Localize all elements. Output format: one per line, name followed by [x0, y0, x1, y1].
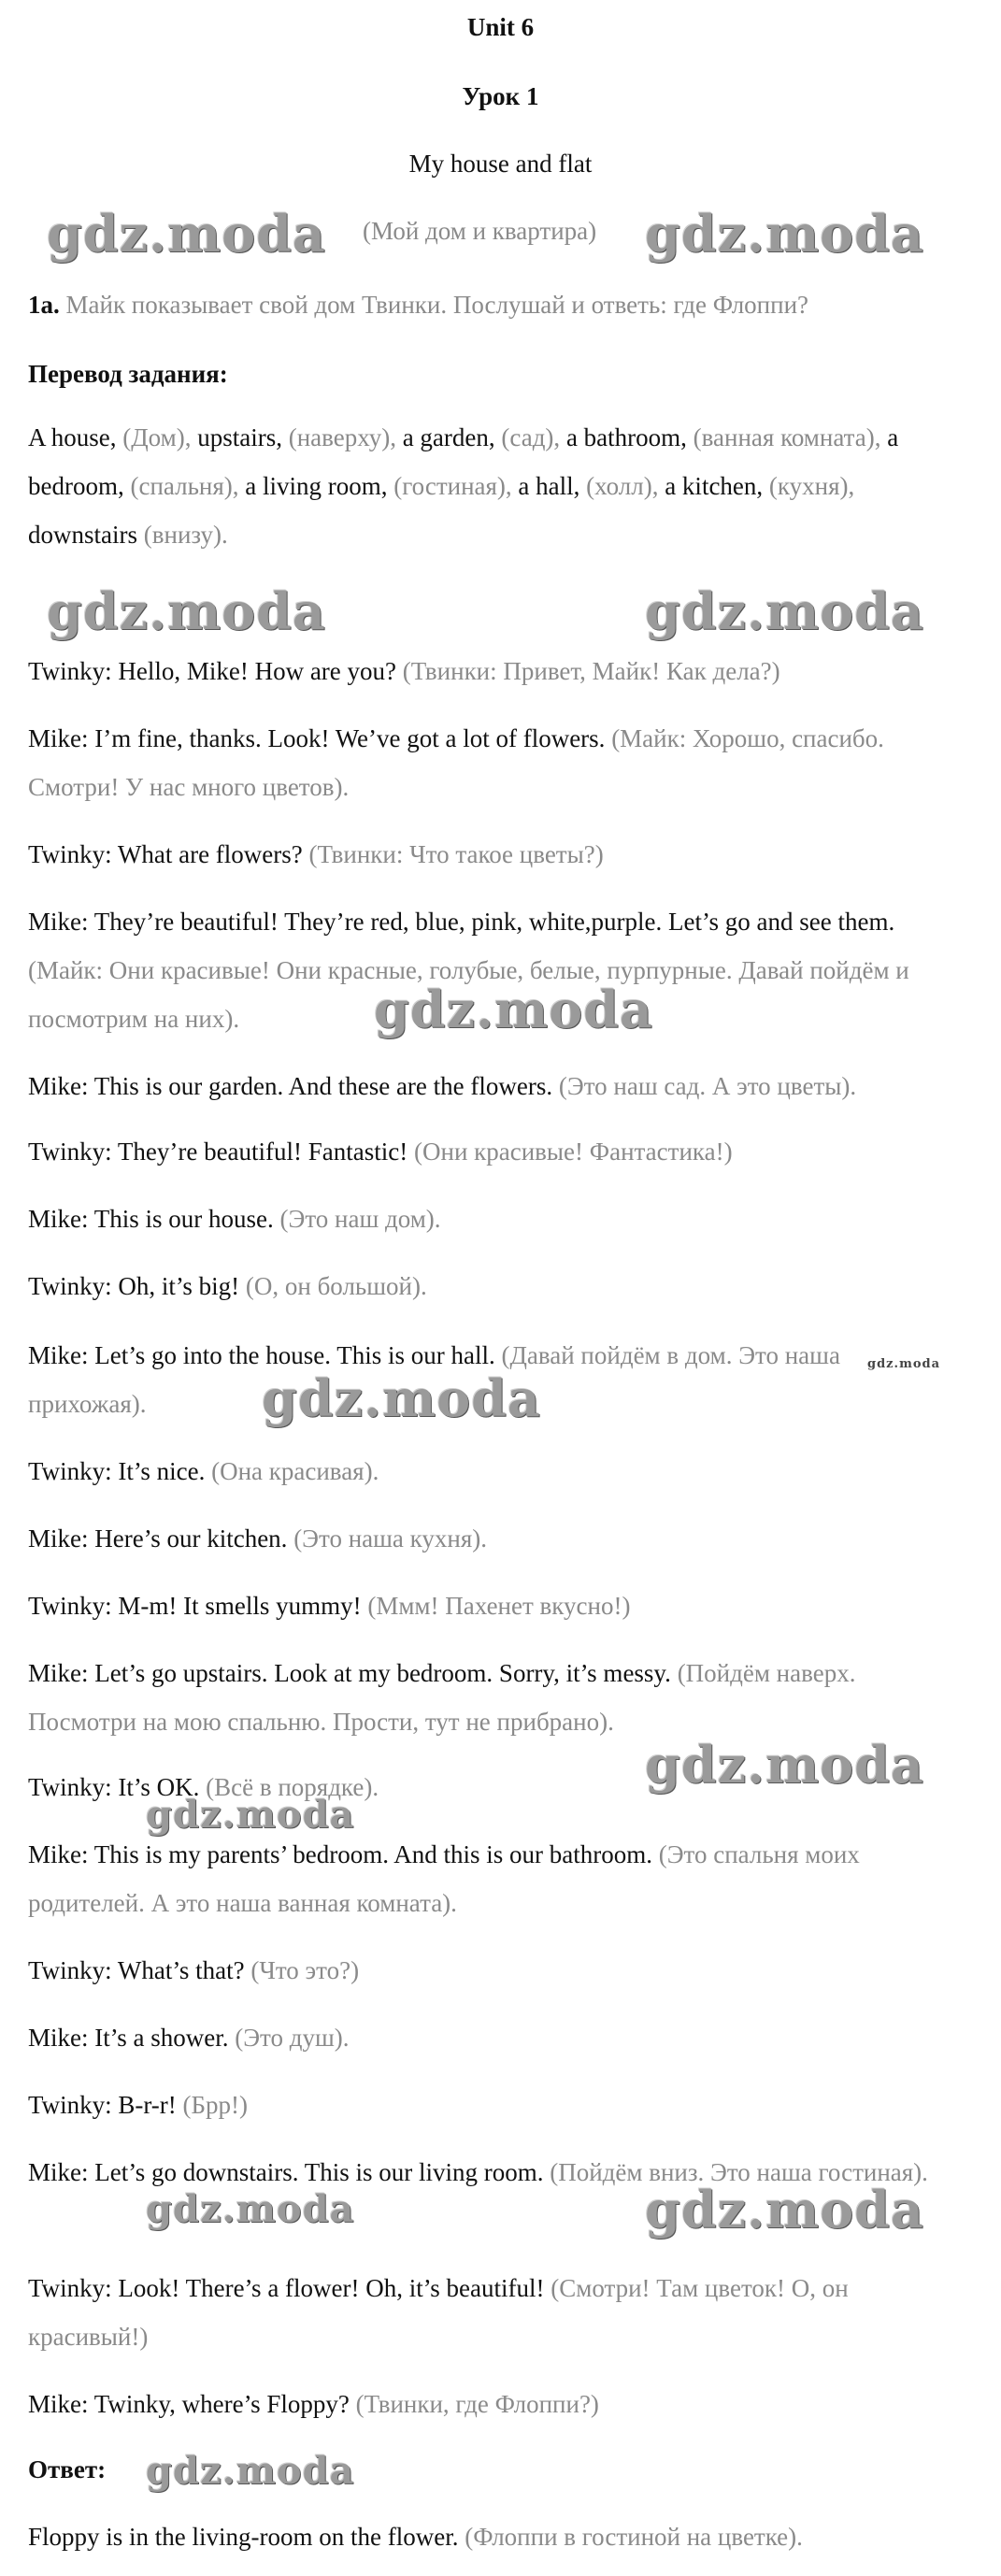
watermark: gdz.moda — [47, 204, 326, 264]
watermark: gdz.moda — [645, 1735, 924, 1795]
line-en: Mike: This is our house. — [28, 1205, 274, 1233]
line-ru: (Твинки: Привет, Майк! Как дела?) — [402, 657, 780, 685]
answer-label: Ответ: — [28, 2455, 107, 2483]
line-en: Twinky: It’s nice. — [28, 1457, 206, 1485]
vocab-en: a hall, — [518, 472, 580, 500]
vocab-en: a bedroom, — [28, 423, 899, 500]
vocab-ru: (Дом), — [122, 423, 192, 451]
watermark: gdz.moda — [47, 581, 326, 641]
answer-en: Floppy is in the living-room on the flower. — [28, 2523, 459, 2551]
dialogue-line — [28, 1581, 953, 1630]
watermark: gdz.moda — [645, 204, 924, 264]
dialogue-line — [28, 647, 953, 695]
line-ru: (Пойдём вниз. Это наша гостиная). — [550, 2158, 928, 2186]
dialogue-line — [28, 1262, 953, 1310]
dialogue-line — [28, 1447, 953, 1496]
line-en: Mike: Let’s go into the house. This is our hall. — [28, 1341, 495, 1369]
line-ru: (Всё в порядке). — [206, 1773, 379, 1801]
line-en: Twinky: Hello, Mike! How are you? — [28, 657, 397, 685]
line-ru: (Брр!) — [182, 2091, 249, 2119]
dialogue-line — [28, 2264, 953, 2361]
line-en: Twinky: Oh, it’s big! — [28, 1272, 240, 1300]
line-ru: (Это наш дом). — [279, 1205, 441, 1233]
watermark: gdz.moda — [146, 2449, 355, 2493]
answer-text — [28, 2512, 953, 2561]
dialogue-line — [28, 2380, 953, 2428]
line-en: Twinky: What are flowers? — [28, 840, 303, 868]
dialogue-line — [28, 1649, 953, 1746]
line-en: Twinky: B-r-r! — [28, 2091, 177, 2119]
line-ru: (Майк: Хорошо, спасибо. Смотри! У нас много цветов). — [28, 724, 884, 801]
vocab-ru: (ванная комната), — [693, 423, 881, 451]
dialogue-line — [28, 1830, 953, 1927]
line-en: Mike: This is my parents’ bedroom. And this is our bathroom. — [28, 1840, 652, 1868]
watermark: gdz.moda — [146, 1793, 355, 1837]
dialogue-line — [28, 1062, 953, 1110]
task-instruction — [28, 280, 953, 329]
dialogue-line — [28, 1195, 953, 1243]
line-en: Twinky: It’s OK. — [28, 1773, 200, 1801]
line-en: Mike: I’m fine, thanks. Look! We’ve got a lot of flowers. — [28, 724, 606, 752]
line-en: Mike: Let’s go downstairs. This is our living room. — [28, 2158, 544, 2186]
watermark-small: gdz.moda — [867, 1357, 941, 1371]
watermark: gdz.moda — [374, 980, 653, 1039]
vocab-ru: (холл), — [586, 472, 659, 500]
line-ru: (Давай пойдём в дом. Это наша прихожая). — [28, 1341, 840, 1418]
line-ru: (Это душ). — [235, 2024, 350, 2052]
watermark: gdz.moda — [645, 2180, 924, 2240]
lesson-heading: Урок 1 — [462, 82, 539, 110]
dialogue-line — [28, 1514, 953, 1563]
line-ru: (Это спальня моих родителей. А это наша ванная комната). — [28, 1840, 860, 1917]
line-en: Mike: Here’s our kitchen. — [28, 1524, 288, 1553]
dialogue-line — [28, 2081, 953, 2129]
line-ru: (Твинки: Что такое цветы?) — [308, 840, 604, 868]
line-ru: (Она красивая). — [211, 1457, 379, 1485]
line-ru: (Твинки, где Флоппи?) — [355, 2390, 599, 2418]
vocab-en: downstairs — [28, 521, 137, 549]
vocab-ru: (спальня), — [130, 472, 239, 500]
line-en: Twinky: They’re beautiful! Fantastic! — [28, 1138, 408, 1166]
line-en: Mike: It’s a shower. — [28, 2024, 229, 2052]
line-ru: (О, он большой). — [245, 1272, 427, 1300]
line-ru: (Это наша кухня). — [293, 1524, 487, 1553]
vocab-ru: (гостиная), — [393, 472, 512, 500]
line-en: Mike: Twinky, where’s Floppy? — [28, 2390, 350, 2418]
line-ru: (Что это?) — [250, 1956, 360, 1984]
lesson-title: My house and flat — [408, 150, 593, 178]
lesson-title-translation: (Мой дом и квартира) — [363, 217, 597, 245]
vocab-en: a bathroom, — [565, 423, 687, 451]
vocab-en: upstairs, — [197, 423, 282, 451]
line-en: Mike: This is our garden. And these are the flowers. — [28, 1072, 553, 1100]
line-ru: (Пойдём наверх. Посмотри на мою спальню. Прости, тут не прибрано). — [28, 1659, 856, 1736]
line-en: Mike: They’re beautiful! They’re red, blue, pink, white,purple. Let’s go and see them. — [28, 908, 895, 936]
unit-heading: Unit 6 — [466, 13, 535, 41]
vocab-en: A house, — [28, 423, 117, 451]
task-number: 1a. — [28, 291, 60, 319]
watermark: gdz.moda — [262, 1368, 541, 1428]
line-ru: (Они красивые! Фантастика!) — [414, 1138, 733, 1166]
line-ru: (Смотри! Там цветок! О, он красивый!) — [28, 2274, 849, 2351]
vocab-ru: (наверху), — [288, 423, 396, 451]
task-instruction-text: Майк показывает свой дом Твинки. Послушай и ответь: где Флоппи? — [65, 291, 809, 319]
line-en: Twinky: What’s that? — [28, 1956, 245, 1984]
vocab-ru: (кухня), — [768, 472, 855, 500]
line-ru: (Майк: Они красивые! Они красные, голубые, белые, пурпурные. Давай пойдём и посмотрим на них). — [28, 956, 909, 1033]
vocabulary-list — [28, 413, 953, 559]
dialogue-line — [28, 830, 953, 879]
line-ru: (Ммм! Пахенет вкусно!) — [367, 1592, 631, 1620]
line-ru: (Это наш сад. А это цветы). — [558, 1072, 857, 1100]
dialogue-line — [28, 1946, 953, 1995]
vocab-en: a garden, — [402, 423, 495, 451]
line-en: Mike: Let’s go upstairs. Look at my bedroom. Sorry, it’s messy. — [28, 1659, 671, 1687]
vocab-en: a living room, — [245, 472, 388, 500]
dialogue-line — [28, 1127, 953, 1176]
translation-heading: Перевод задания: — [28, 360, 228, 388]
answer-ru: (Флоппи в гостиной на цветке). — [465, 2523, 803, 2551]
line-en: Twinky: Look! There’s a flower! Oh, it’s beautiful! — [28, 2274, 545, 2302]
watermark: gdz.moda — [146, 2187, 355, 2231]
watermark: gdz.moda — [645, 581, 924, 641]
dialogue-line — [28, 2013, 953, 2062]
line-en: Twinky: M-m! It smells yummy! — [28, 1592, 362, 1620]
dialogue-line — [28, 714, 953, 811]
vocab-en: a kitchen, — [665, 472, 764, 500]
vocab-ru: (сад), — [501, 423, 561, 451]
vocab-ru: (внизу). — [143, 521, 228, 549]
